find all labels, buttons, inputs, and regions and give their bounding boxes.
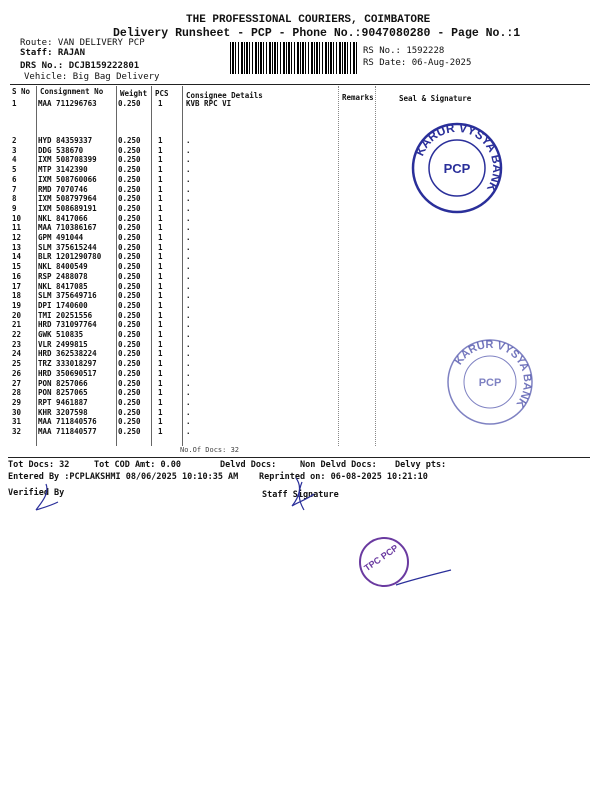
row-serial-number: 24	[12, 349, 22, 359]
delivery-points: Delvy pts:	[395, 460, 447, 470]
row-weight: 0.250	[118, 213, 141, 223]
row-weight: 0.250	[118, 388, 141, 398]
table-row	[0, 301, 600, 311]
row-pcs: 1	[158, 281, 163, 291]
row-serial-number: 26	[12, 368, 22, 378]
table-row	[0, 311, 600, 321]
non-delivered-docs: Non Delvd Docs:	[300, 460, 377, 470]
row-weight: 0.250	[118, 291, 141, 301]
verified-by: Verified By	[8, 488, 65, 498]
row-consignment-number: MAA 711296763	[38, 99, 97, 108]
row-weight: 0.250	[118, 174, 141, 184]
row-consignment-number: IXM 508708399	[38, 155, 97, 165]
row-consignment-number: PON 8257066	[38, 378, 88, 388]
row-consignment-number: MAA 711840576	[38, 417, 97, 427]
row-pcs: 1	[158, 155, 163, 165]
row-consignee-details: .	[186, 427, 191, 436]
row-consignee-details: .	[186, 145, 191, 155]
staff-label: Staff: RAJAN	[20, 48, 86, 58]
row-consignee-details: .	[186, 388, 191, 398]
row-pcs: 1	[158, 242, 163, 252]
row-consignment-number: TMI 20251556	[38, 310, 93, 320]
row-weight: 0.250	[118, 427, 141, 436]
row-consignment-number: BLR 1201290780	[38, 252, 102, 262]
row-pcs: 1	[158, 165, 163, 175]
table-bottom-rule	[8, 457, 590, 458]
row-pcs: 1	[158, 349, 163, 359]
row-serial-number: 30	[12, 407, 22, 417]
table-row	[0, 214, 600, 224]
table-row	[0, 165, 600, 175]
col-header-pcs: PCS	[155, 89, 169, 98]
row-serial-number: 16	[12, 271, 22, 281]
row-serial-number: 18	[12, 291, 22, 301]
row-consignment-number: IXM 508760066	[38, 174, 97, 184]
row-serial-number: 7	[12, 184, 17, 194]
row-pcs: 1	[158, 407, 163, 417]
table-row	[0, 282, 600, 292]
row-consignment-number: VLR 2499815	[38, 339, 88, 349]
docs-count-note: No.Of Docs: 32	[180, 446, 240, 454]
total-docs: Tot Docs: 32	[8, 460, 70, 470]
row-consignee-details: .	[186, 194, 191, 204]
row-pcs: 1	[158, 262, 163, 272]
vehicle-label: Vehicle: Big Bag Delivery	[24, 72, 160, 82]
row-pcs: 1	[158, 213, 163, 223]
company-name: THE PROFESSIONAL COURIERS, COIMBATORE	[186, 14, 431, 26]
staff-signature	[282, 476, 322, 514]
table-row	[0, 243, 600, 253]
col-header-remarks: Remarks	[342, 93, 374, 102]
row-serial-number: 17	[12, 281, 22, 291]
row-consignee-details: .	[186, 368, 191, 378]
row-weight: 0.250	[118, 262, 141, 272]
table-row	[0, 262, 600, 272]
row-serial-number: 3	[12, 145, 17, 155]
row-consignee-details: .	[186, 320, 191, 330]
svg-text:KARUR VYSYA BANK: KARUR VYSYA BANK	[452, 338, 534, 410]
route-label: Route: VAN DELIVERY PCP	[20, 38, 145, 48]
row-pcs: 1	[158, 194, 163, 204]
table-row	[0, 175, 600, 185]
row-consignee-details: .	[186, 252, 191, 262]
row-consignment-number: HRD 362538224	[38, 349, 97, 359]
row-consignee-details: .	[186, 223, 191, 233]
table-row	[0, 146, 600, 156]
row-weight: 0.250	[118, 397, 141, 407]
row-weight: 0.250	[118, 155, 141, 165]
row-weight: 0.250	[118, 378, 141, 388]
row-pcs: 1	[158, 368, 163, 378]
row-consignment-number: RSP 2488078	[38, 271, 88, 281]
row-weight: 0.250	[118, 194, 141, 204]
row-weight: 0.250	[118, 184, 141, 194]
col-header-weight: Weight	[120, 89, 148, 98]
row-consignment-number: SLM 375615244	[38, 242, 97, 252]
table-row	[0, 233, 600, 243]
row-consignee-details: .	[186, 291, 191, 301]
row-weight: 0.250	[118, 223, 141, 233]
row-serial-number: 8	[12, 194, 17, 204]
row-consignee-details: .	[186, 213, 191, 223]
row-weight: 0.250	[118, 349, 141, 359]
row-weight: 0.250	[118, 339, 141, 349]
row-consignment-number: HRD 350690517	[38, 368, 97, 378]
row-consignment-number: MAA 711840577	[38, 427, 97, 436]
row-consignment-number: GWK 510835	[38, 330, 84, 339]
row-pcs: 1	[158, 378, 163, 388]
row-pcs: 1	[158, 310, 163, 320]
row-pcs: 1	[158, 417, 163, 427]
row-pcs: 1	[158, 359, 163, 369]
delivered-docs: Delvd Docs:	[220, 460, 277, 470]
row-consignment-number: MTP 3142390	[38, 165, 88, 175]
row-weight: 0.250	[118, 145, 141, 155]
row-weight: 0.250	[118, 330, 141, 339]
row-pcs: 1	[158, 330, 163, 339]
entered-by: Entered By :PCPLAKSHMI 08/06/2025 10:10:35 AM	[8, 472, 239, 482]
table-row	[0, 185, 600, 195]
row-pcs: 1	[158, 174, 163, 184]
table-row	[0, 427, 600, 437]
row-consignment-number: RPT 9461887	[38, 397, 88, 407]
row-serial-number: 21	[12, 320, 22, 330]
row-serial-number: 22	[12, 330, 22, 339]
row-serial-number: 10	[12, 213, 22, 223]
row-weight: 0.250	[118, 310, 141, 320]
row-pcs: 1	[158, 300, 163, 310]
row-serial-number: 9	[12, 203, 17, 213]
row-consignee-details: .	[186, 155, 191, 165]
row-consignment-number: TRZ 333018297	[38, 359, 97, 369]
row-pcs: 1	[158, 397, 163, 407]
row-consignment-number: NKL 8400549	[38, 262, 88, 272]
row-serial-number: 25	[12, 359, 22, 369]
row-consignment-number: IXM 508797964	[38, 194, 97, 204]
row-consignee-details: .	[186, 165, 191, 175]
row-weight: 0.250	[118, 165, 141, 175]
row-weight: 0.250	[118, 281, 141, 291]
row-consignee-details: .	[186, 281, 191, 291]
row-consignment-number: GPM 491044	[38, 233, 84, 242]
rs-date: RS Date: 06-Aug-2025	[363, 58, 472, 68]
table-row	[0, 291, 600, 301]
row-serial-number: 23	[12, 339, 22, 349]
table-row	[0, 204, 600, 214]
row-serial-number: 29	[12, 397, 22, 407]
row-pcs: 1	[158, 339, 163, 349]
row-consignee-details: .	[186, 174, 191, 184]
row-pcs: 1	[158, 223, 163, 233]
row-pcs: 1	[158, 320, 163, 330]
row-weight: 0.250	[118, 300, 141, 310]
row-pcs: 1	[158, 427, 163, 436]
row-consignment-number: SLM 375649716	[38, 291, 97, 301]
row-serial-number: 13	[12, 242, 22, 252]
row-consignee-details: .	[186, 203, 191, 213]
row-weight: 0.250	[118, 252, 141, 262]
row-serial-number: 12	[12, 233, 22, 242]
row-weight: 0.250	[118, 320, 141, 330]
row-weight: 0.250	[118, 136, 141, 145]
row-consignment-number: PON 8257065	[38, 388, 88, 398]
row-consignee-details: .	[186, 242, 191, 252]
row-consignee-details: .	[186, 378, 191, 388]
row-consignment-number: DDG 538670	[38, 145, 84, 155]
row-serial-number: 28	[12, 388, 22, 398]
table-row	[0, 223, 600, 233]
row-serial-number: 6	[12, 174, 17, 184]
row-serial-number: 15	[12, 262, 22, 272]
svg-text:KARUR VYSYA BANK: KARUR VYSYA BANK	[412, 120, 505, 195]
row-pcs: 1	[158, 184, 163, 194]
col-header-seal: Seal & Signature	[399, 94, 472, 103]
table-row	[0, 99, 600, 109]
row-weight: 0.250	[118, 242, 141, 252]
row-consignee-details: .	[186, 330, 191, 339]
table-row	[0, 136, 600, 146]
table-row	[0, 155, 600, 165]
table-row	[0, 194, 600, 204]
row-serial-number: 20	[12, 310, 22, 320]
row-pcs: 1	[158, 136, 163, 145]
table-row	[0, 320, 600, 330]
row-weight: 0.250	[118, 407, 141, 417]
row-pcs: 1	[158, 271, 163, 281]
row-consignee-details: .	[186, 407, 191, 417]
row-serial-number: 27	[12, 378, 22, 388]
tpc-pcp-stamp	[356, 530, 456, 600]
row-serial-number: 32	[12, 427, 22, 436]
table-row	[0, 272, 600, 282]
row-weight: 0.250	[118, 359, 141, 369]
row-consignee-details: .	[186, 233, 191, 242]
row-consignee-details: KVB RPC VI	[186, 99, 232, 108]
table-top-rule	[10, 84, 590, 85]
col-header-consignee: Consignee Details	[186, 91, 263, 100]
document-title: Delivery Runsheet - PCP - Phone No.:9047080280 - Page No.:1	[113, 27, 521, 40]
row-weight: 0.250	[118, 368, 141, 378]
row-pcs: 1	[158, 203, 163, 213]
row-serial-number: 31	[12, 417, 22, 427]
row-consignee-details: .	[186, 349, 191, 359]
row-consignee-details: .	[186, 339, 191, 349]
col-header-sno: S No	[12, 87, 31, 96]
row-consignee-details: .	[186, 300, 191, 310]
row-consignment-number: IXM 508689191	[38, 203, 97, 213]
row-consignee-details: .	[186, 262, 191, 272]
total-cod-amount: Tot COD Amt: 0.00	[94, 460, 181, 470]
reprinted-on: Reprinted on: 06-08-2025 10:21:10	[259, 472, 428, 482]
row-consignee-details: .	[186, 271, 191, 281]
row-weight: 0.250	[118, 417, 141, 427]
row-consignment-number: DPI 1740600	[38, 300, 88, 310]
row-pcs: 1	[158, 233, 163, 242]
bank-seal-stamp	[409, 120, 505, 216]
row-consignment-number: HRD 731097764	[38, 320, 97, 330]
row-consignee-details: .	[186, 417, 191, 427]
row-consignment-number: KHR 3207598	[38, 407, 88, 417]
row-consignee-details: .	[186, 184, 191, 194]
row-consignment-number: RMD 7070746	[38, 184, 88, 194]
row-consignee-details: .	[186, 310, 191, 320]
row-consignment-number: MAA 710386167	[38, 223, 97, 233]
row-serial-number: 14	[12, 252, 22, 262]
row-consignment-number: HYD 84359337	[38, 136, 93, 145]
svg-text:PCP: PCP	[478, 377, 502, 389]
row-weight: 0.250	[118, 99, 141, 108]
row-consignee-details: .	[186, 397, 191, 407]
row-serial-number: 5	[12, 165, 17, 175]
bank-seal-stamp-faded	[444, 336, 536, 428]
row-serial-number: 1	[12, 99, 17, 108]
row-serial-number: 2	[12, 136, 17, 145]
drs-number: DRS No.: DCJB159222801	[20, 61, 140, 71]
row-weight: 0.250	[118, 233, 141, 242]
row-weight: 0.250	[118, 203, 141, 213]
svg-text:TPC PCP: TPC PCP	[362, 542, 400, 574]
row-consignee-details: .	[186, 359, 191, 369]
row-serial-number: 19	[12, 300, 22, 310]
row-serial-number: 11	[12, 223, 22, 233]
row-pcs: 1	[158, 388, 163, 398]
row-consignment-number: NKL 8417066	[38, 213, 88, 223]
row-weight: 0.250	[118, 271, 141, 281]
table-row	[0, 252, 600, 262]
row-pcs: 1	[158, 291, 163, 301]
rs-number: RS No.: 1592228	[363, 46, 445, 56]
row-consignee-details: .	[186, 136, 191, 145]
barcode	[230, 42, 358, 74]
row-serial-number: 4	[12, 155, 17, 165]
row-consignment-number: NKL 8417085	[38, 281, 88, 291]
row-pcs: 1	[158, 252, 163, 262]
col-header-consignment: Consignment No	[40, 87, 104, 96]
svg-text:PCP: PCP	[443, 161, 471, 176]
staff-signature-label: Staff Signature	[262, 490, 339, 500]
row-pcs: 1	[158, 99, 163, 108]
verified-by-signature	[28, 480, 68, 515]
row-pcs: 1	[158, 145, 163, 155]
